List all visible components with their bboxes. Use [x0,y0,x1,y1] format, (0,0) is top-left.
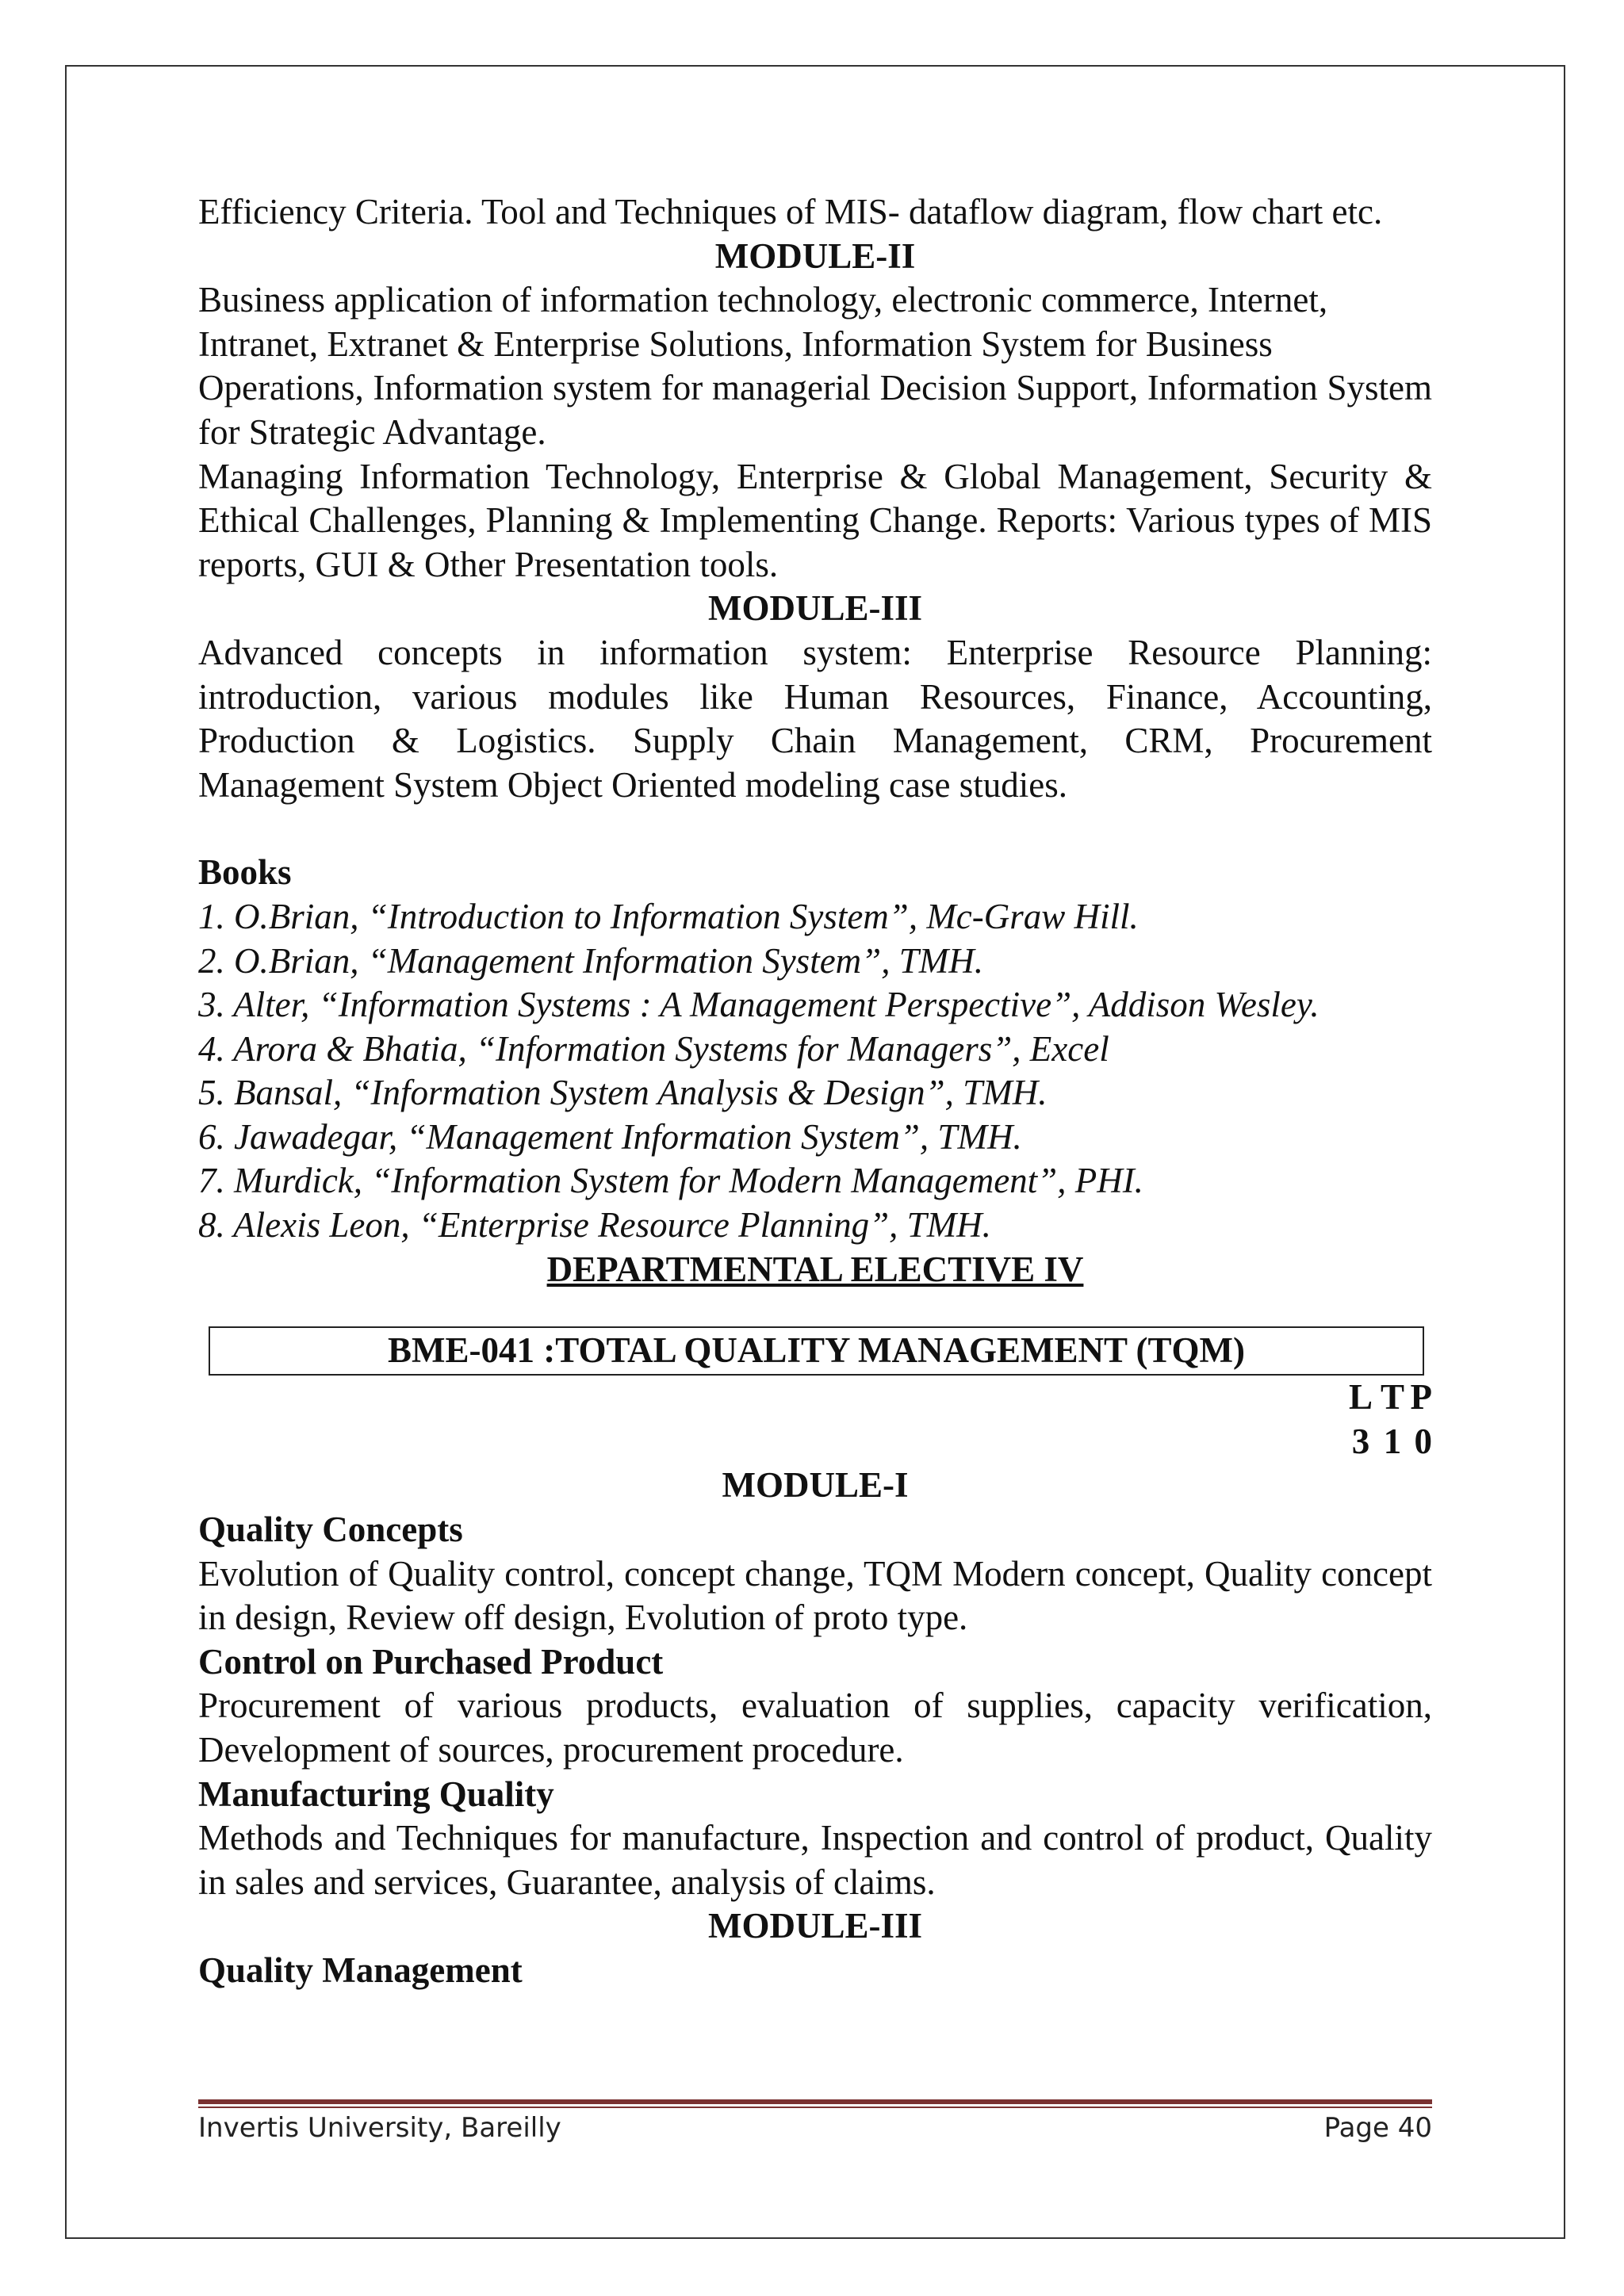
module-2-paragraph-1-rest: Operations, Information system for managerial Decision Support, Information System for Strategic Advantage. [198,368,1432,452]
book-item: 3. Alter, “Information Systems : A Management Perspective”, Addison Wesley. [198,985,1320,1025]
module-2-heading: MODULE-II [714,235,916,276]
elective-heading: DEPARTMENTAL ELECTIVE IV [546,1249,1084,1289]
section-title: Quality Management [198,1950,523,1990]
section-text: Procurement of various products, evaluation of supplies, capacity verification, Development of sources, procurement procedure. [198,1686,1432,1770]
page-footer [198,2112,1432,2144]
section-title: Manufacturing Quality [198,1774,554,1814]
book-item: 5. Bansal, “Information System Analysis & Design”, TMH. [198,1073,1048,1113]
module-2-paragraph-2: Managing Information Technology, Enterprise & Global Management, Security & Ethical Challenges, Planning & Implementing Change. Reports: Various types of MIS reports, GUI & Other Presentation tools. [198,456,1432,584]
book-item: 6. Jawadegar, “Management Information System”, TMH. [198,1116,1022,1157]
book-item: 4. Arora & Bhatia, “Information Systems for Managers”, Excel [198,1028,1109,1069]
book-item: 8. Alexis Leon, “Enterprise Resource Planning”, TMH. [198,1205,991,1246]
ltp-value-p: 0 [1414,1421,1432,1461]
footer-rule-thin [198,2107,1432,2108]
books-heading: Books [198,852,292,893]
ltp-label-t: T [1380,1377,1404,1418]
ltp-values-row [198,1420,1432,1464]
section-text: Evolution of Quality control, concept change, TQM Modern concept, Quality concept in design, Review off design, Evolution of proto type. [198,1553,1432,1638]
footer-rule-thick [198,2099,1432,2104]
intro-paragraph: Efficiency Criteria. Tool and Techniques of MIS- dataflow diagram, flow chart etc. [198,192,1383,232]
book-item: 1. O.Brian, “Introduction to Information System”, Mc-Graw Hill. [198,896,1139,936]
course-title: BME-041 :TOTAL QUALITY MANAGEMENT (TQM) [388,1330,1245,1371]
tqm-module-1-heading: MODULE-I [722,1465,909,1506]
ltp-value-t: 1 [1383,1421,1402,1461]
module-2-line-1: Business application of information technology, electronic commerce, Internet, [198,280,1328,320]
section-title: Control on Purchased Product [198,1641,664,1682]
footer-institution: Invertis University, Bareilly [198,2112,561,2144]
page-number: Page 40 [1323,2112,1432,2144]
tqm-module-3-heading: MODULE-III [707,1906,923,1946]
section-title: Quality Concepts [198,1510,463,1550]
books-section [198,851,1432,1247]
page-content [198,190,1432,1993]
module-3-heading: MODULE-III [707,588,923,629]
ltp-value-l: 3 [1351,1421,1370,1461]
ltp-label-l: L [1348,1377,1373,1418]
module-3-paragraph: Advanced concepts in information system: Enterprise Resource Planning: introduction, various modules like Human Resources, Finance, Accounting, Production & Logistics. Supply Chain Management, CRM, Procurement Management System Object Oriented modeling case studies. [198,632,1432,805]
ltp-label-p: P [1410,1377,1432,1418]
book-item: 7. Murdick, “Information System for Modern Management”, PHI. [198,1161,1143,1201]
course-title-box [209,1326,1424,1376]
ltp-labels-row [198,1376,1432,1420]
section-text: Methods and Techniques for manufacture, Inspection and control of product, Quality in sales and services, Guarantee, analysis of claims. [198,1818,1432,1902]
module-2-line-2: Intranet, Extranet & Enterprise Solutions, Information System for Business [198,323,1273,364]
spacer [198,807,1432,851]
book-item: 2. O.Brian, “Management Information System”, TMH. [198,940,983,981]
